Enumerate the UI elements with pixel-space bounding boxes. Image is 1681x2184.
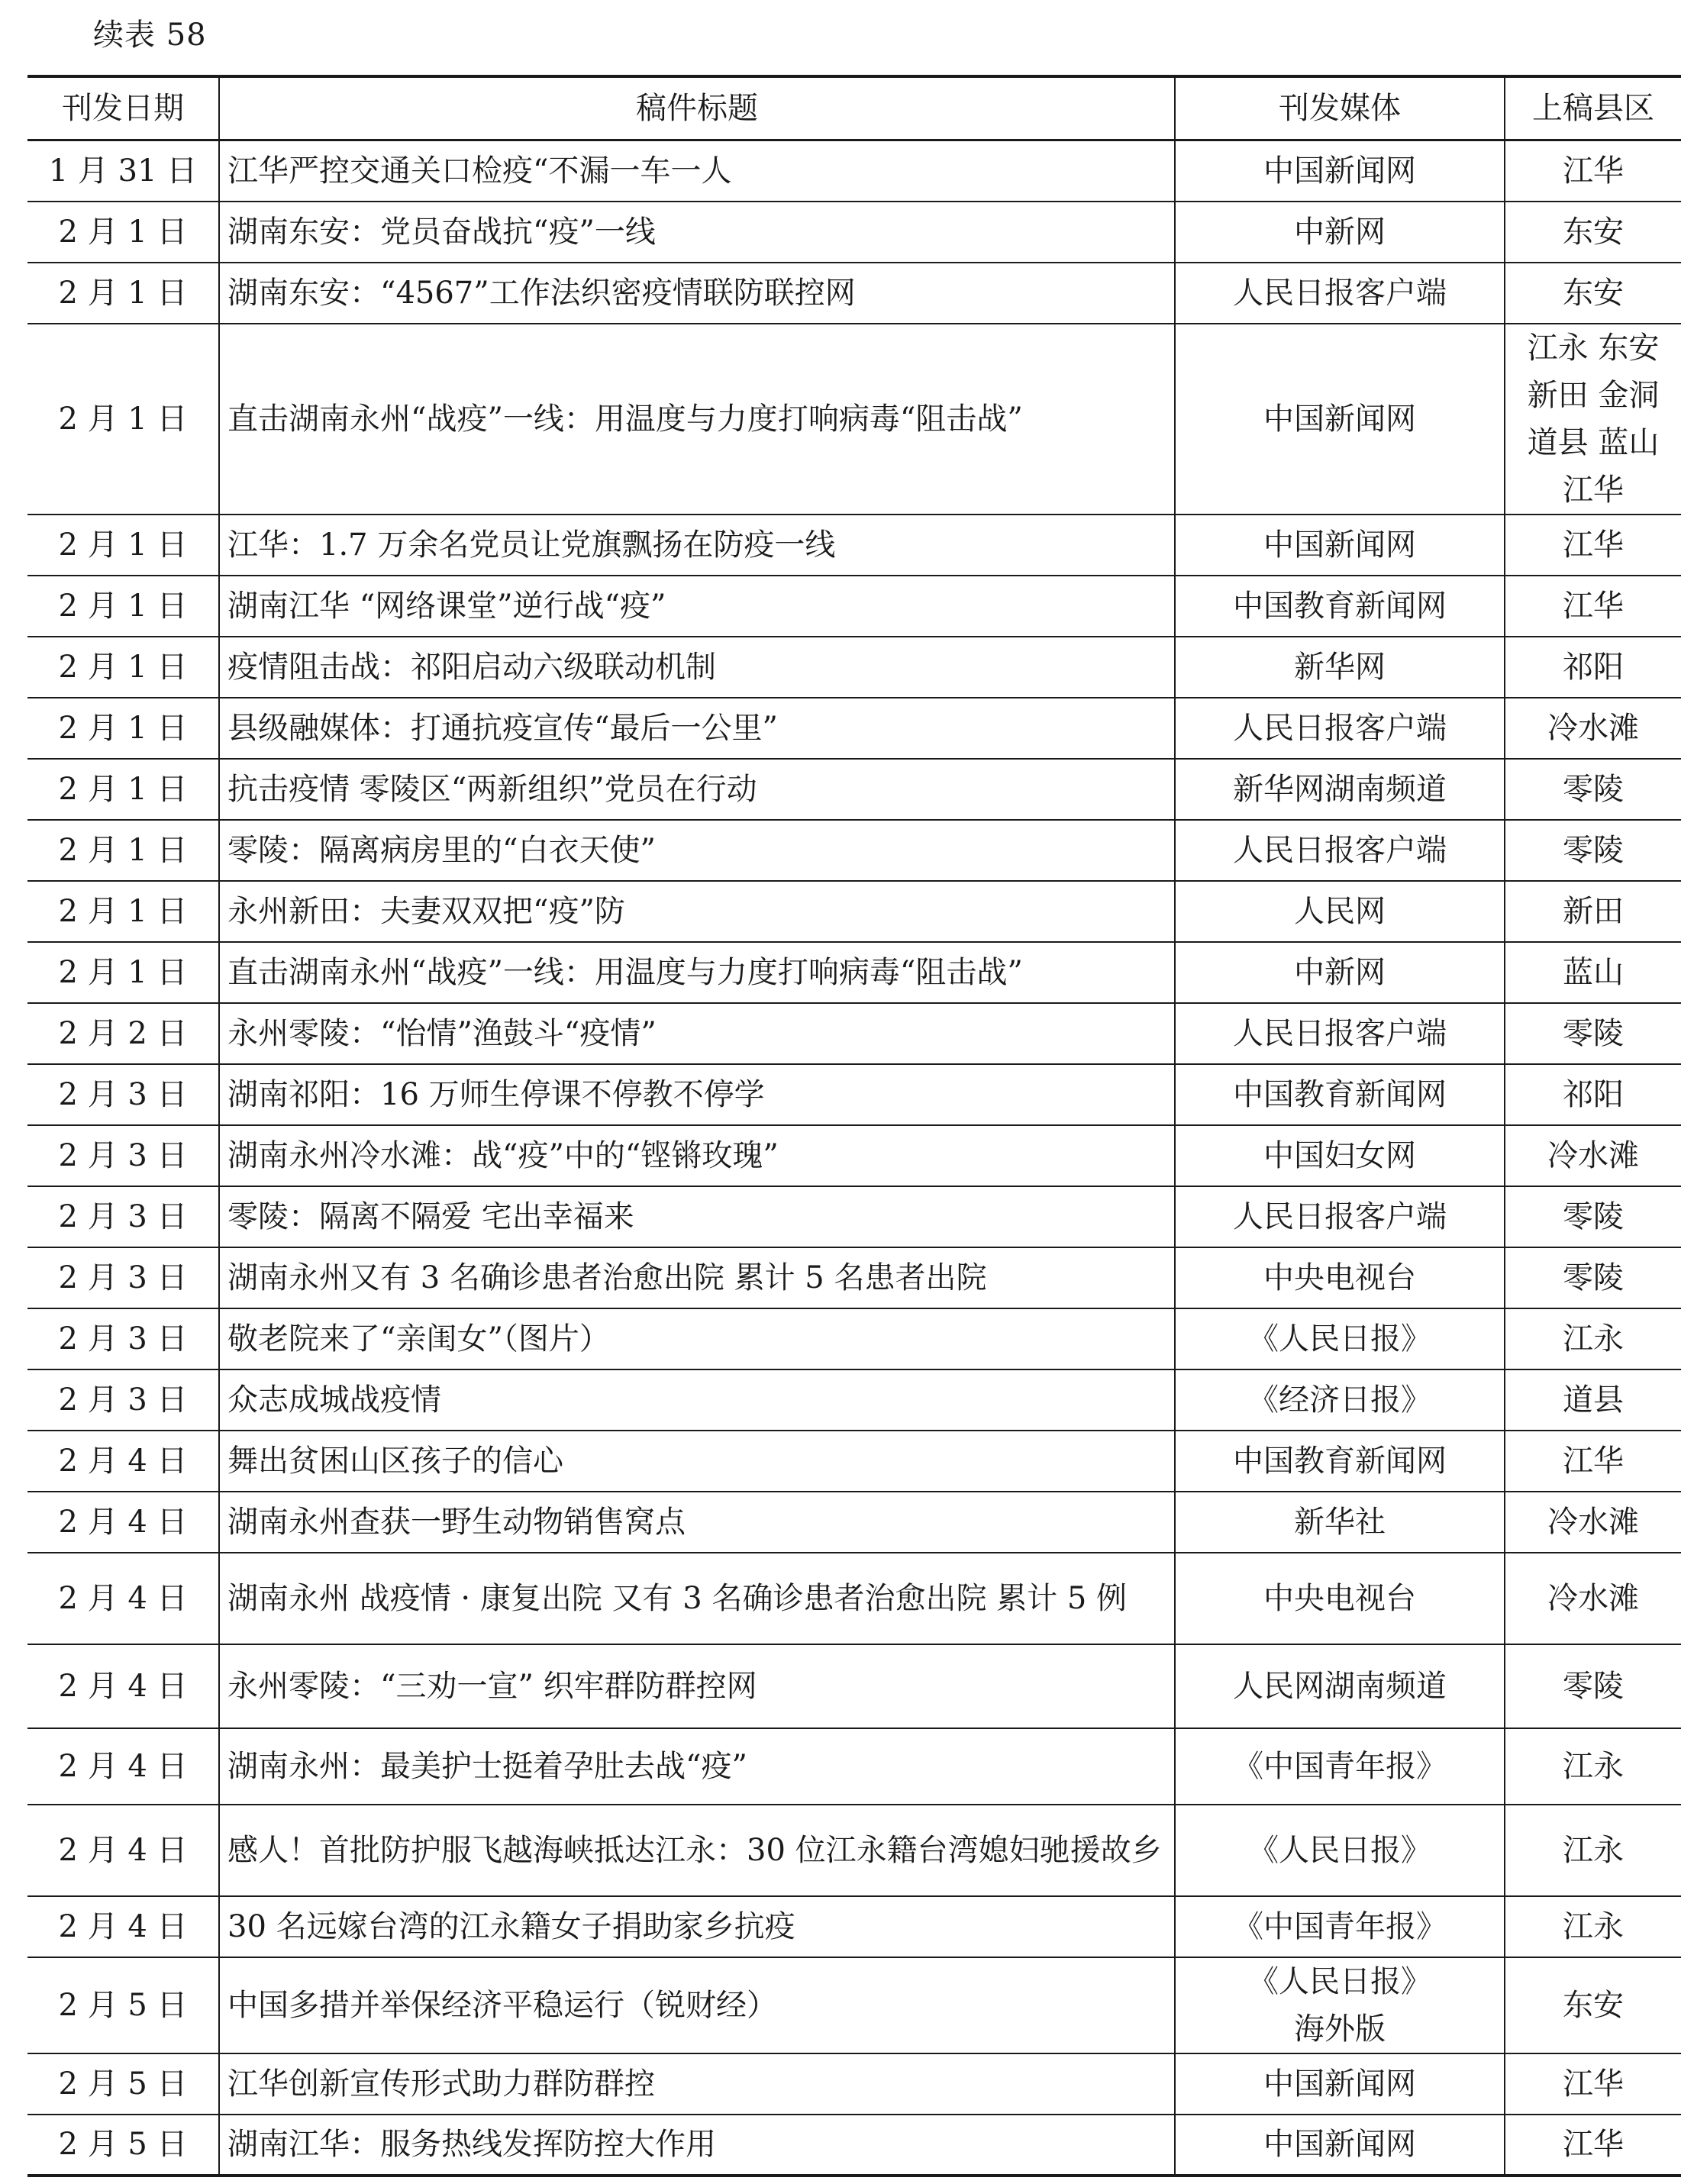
cell-county: 东安	[1505, 263, 1681, 324]
cell-date: 2 月 5 日	[27, 2053, 219, 2115]
cell-date: 2 月 3 日	[27, 1064, 219, 1125]
cell-media: 《中国青年报》	[1175, 1896, 1505, 1957]
cell-date: 2 月 4 日	[27, 1805, 219, 1896]
column-header-date: 刊发日期	[27, 76, 219, 140]
cell-county: 零陵	[1505, 1247, 1681, 1308]
table-row	[27, 2053, 1681, 2115]
cell-county: 江华	[1505, 576, 1681, 637]
cell-media: 《经济日报》	[1175, 1369, 1505, 1431]
cell-title: 敬老院来了“亲闺女”（图片）	[219, 1308, 1175, 1369]
cell-title: 湖南祁阳：16 万师生停课不停教不停学	[219, 1064, 1175, 1125]
cell-title: 零陵：隔离不隔爱 宅出幸福来	[219, 1186, 1175, 1247]
cell-date: 2 月 3 日	[27, 1369, 219, 1431]
cell-county: 新田	[1505, 881, 1681, 942]
cell-title: 湖南永州 战疫情 · 康复出院 又有 3 名确诊患者治愈出院 累计 5 例	[219, 1553, 1175, 1644]
cell-date: 2 月 1 日	[27, 202, 219, 263]
articles-table	[27, 75, 1681, 2177]
cell-county: 江永	[1505, 1896, 1681, 1957]
cell-title: 湖南江华：服务热线发挥防控大作用	[219, 2115, 1175, 2176]
column-header-media: 刊发媒体	[1175, 76, 1505, 140]
table-row	[27, 1003, 1681, 1064]
cell-county: 东安	[1505, 202, 1681, 263]
cell-media: 人民网湖南频道	[1175, 1644, 1505, 1728]
table-row	[27, 1553, 1681, 1644]
cell-county: 冷水滩	[1505, 698, 1681, 759]
table-row	[27, 1308, 1681, 1369]
cell-date: 2 月 4 日	[27, 1553, 219, 1644]
cell-date: 2 月 1 日	[27, 637, 219, 698]
table-row	[27, 515, 1681, 576]
cell-county: 江永	[1505, 1805, 1681, 1896]
cell-date: 2 月 1 日	[27, 942, 219, 1003]
cell-county: 江永	[1505, 1728, 1681, 1805]
cell-media: 人民日报客户端	[1175, 1003, 1505, 1064]
cell-media: 中央电视台	[1175, 1247, 1505, 1308]
cell-county: 江华	[1505, 2053, 1681, 2115]
cell-media: 新华网	[1175, 637, 1505, 698]
cell-media: 《人民日报》	[1175, 1805, 1505, 1896]
cell-title: 永州零陵：“三劝一宣” 织牢群防群控网	[219, 1644, 1175, 1728]
cell-date: 2 月 5 日	[27, 1957, 219, 2053]
cell-media: 中国新闻网	[1175, 515, 1505, 576]
table-row	[27, 1805, 1681, 1896]
cell-county: 江华	[1505, 140, 1681, 202]
column-header-title: 稿件标题	[219, 76, 1175, 140]
cell-date: 2 月 5 日	[27, 2115, 219, 2176]
cell-title: 舞出贫困山区孩子的信心	[219, 1431, 1175, 1492]
cell-county: 祁阳	[1505, 1064, 1681, 1125]
cell-media: 人民网	[1175, 881, 1505, 942]
cell-title: 直击湖南永州“战疫”一线：用温度与力度打响病毒“阻击战”	[219, 942, 1175, 1003]
cell-media: 中国教育新闻网	[1175, 1064, 1505, 1125]
cell-date: 2 月 1 日	[27, 263, 219, 324]
table-row	[27, 1369, 1681, 1431]
cell-date: 2 月 4 日	[27, 1644, 219, 1728]
cell-media: 《人民日报》 海外版	[1175, 1957, 1505, 2053]
cell-title: 湖南永州查获一野生动物销售窝点	[219, 1492, 1175, 1553]
cell-title: 江华严控交通关口检疫“不漏一车一人	[219, 140, 1175, 202]
cell-date: 2 月 1 日	[27, 698, 219, 759]
cell-county: 零陵	[1505, 1003, 1681, 1064]
table-row	[27, 820, 1681, 881]
cell-date: 2 月 1 日	[27, 820, 219, 881]
cell-county: 道县	[1505, 1369, 1681, 1431]
cell-county: 冷水滩	[1505, 1492, 1681, 1553]
cell-title: 中国多措并举保经济平稳运行（锐财经）	[219, 1957, 1175, 2053]
cell-title: 30 名远嫁台湾的江永籍女子捐助家乡抗疫	[219, 1896, 1175, 1957]
cell-title: 疫情阻击战：祁阳启动六级联动机制	[219, 637, 1175, 698]
cell-title: 江华创新宣传形式助力群防群控	[219, 2053, 1175, 2115]
cell-title: 湖南江华 “网络课堂”逆行战“疫”	[219, 576, 1175, 637]
cell-media: 人民日报客户端	[1175, 820, 1505, 881]
cell-media: 中国新闻网	[1175, 2053, 1505, 2115]
cell-media: 中国教育新闻网	[1175, 576, 1505, 637]
cell-county: 零陵	[1505, 1644, 1681, 1728]
table-row	[27, 1728, 1681, 1805]
cell-title: 湖南永州：最美护士挺着孕肚去战“疫”	[219, 1728, 1175, 1805]
cell-county: 冷水滩	[1505, 1553, 1681, 1644]
cell-title: 众志成城战疫情	[219, 1369, 1175, 1431]
cell-date: 2 月 3 日	[27, 1247, 219, 1308]
cell-date: 2 月 3 日	[27, 1125, 219, 1186]
cell-county: 零陵	[1505, 1186, 1681, 1247]
cell-date: 2 月 1 日	[27, 881, 219, 942]
table-row	[27, 140, 1681, 202]
table-row	[27, 1064, 1681, 1125]
cell-title: 县级融媒体：打通抗疫宣传“最后一公里”	[219, 698, 1175, 759]
cell-county: 江永 东安 新田 金洞 道县 蓝山 江华	[1505, 324, 1681, 515]
cell-date: 2 月 1 日	[27, 759, 219, 820]
cell-county: 零陵	[1505, 759, 1681, 820]
cell-county: 冷水滩	[1505, 1125, 1681, 1186]
table-caption: 续表 58	[93, 18, 207, 53]
cell-media: 《人民日报》	[1175, 1308, 1505, 1369]
table-row	[27, 1125, 1681, 1186]
table-row	[27, 2115, 1681, 2176]
cell-media: 中国新闻网	[1175, 324, 1505, 515]
cell-media: 中国教育新闻网	[1175, 1431, 1505, 1492]
cell-date: 2 月 3 日	[27, 1308, 219, 1369]
cell-county: 江华	[1505, 1431, 1681, 1492]
cell-media: 新华网湖南频道	[1175, 759, 1505, 820]
cell-title: 江华：1.7 万余名党员让党旗飘扬在防疫一线	[219, 515, 1175, 576]
cell-date: 2 月 1 日	[27, 515, 219, 576]
cell-date: 2 月 4 日	[27, 1431, 219, 1492]
cell-date: 1 月 31 日	[27, 140, 219, 202]
table-row	[27, 1957, 1681, 2053]
cell-media: 人民日报客户端	[1175, 1186, 1505, 1247]
table-row	[27, 698, 1681, 759]
table-row	[27, 1186, 1681, 1247]
table-header	[27, 76, 1681, 140]
table-body	[27, 140, 1681, 2176]
table-row	[27, 1644, 1681, 1728]
cell-title: 抗击疫情 零陵区“两新组织”党员在行动	[219, 759, 1175, 820]
table-row	[27, 942, 1681, 1003]
cell-date: 2 月 3 日	[27, 1186, 219, 1247]
cell-title: 湖南东安：党员奋战抗“疫”一线	[219, 202, 1175, 263]
cell-date: 2 月 1 日	[27, 576, 219, 637]
cell-media: 中新网	[1175, 202, 1505, 263]
cell-date: 2 月 4 日	[27, 1728, 219, 1805]
cell-media: 新华社	[1175, 1492, 1505, 1553]
cell-media: 人民日报客户端	[1175, 698, 1505, 759]
table-row	[27, 576, 1681, 637]
cell-title: 湖南东安：“4567”工作法织密疫情联防联控网	[219, 263, 1175, 324]
cell-county: 祁阳	[1505, 637, 1681, 698]
table-row	[27, 1492, 1681, 1553]
cell-title: 湖南永州又有 3 名确诊患者治愈出院 累计 5 名患者出院	[219, 1247, 1175, 1308]
cell-date: 2 月 4 日	[27, 1896, 219, 1957]
cell-media: 中国新闻网	[1175, 140, 1505, 202]
cell-title: 感人！首批防护服飞越海峡抵达江永：30 位江永籍台湾媳妇驰援故乡	[219, 1805, 1175, 1896]
cell-media: 人民日报客户端	[1175, 263, 1505, 324]
cell-media: 中央电视台	[1175, 1553, 1505, 1644]
table-row	[27, 637, 1681, 698]
table-row	[27, 324, 1681, 515]
table-row	[27, 881, 1681, 942]
column-header-county: 上稿县区	[1505, 76, 1681, 140]
table-row	[27, 1247, 1681, 1308]
cell-media: 中新网	[1175, 942, 1505, 1003]
cell-county: 零陵	[1505, 820, 1681, 881]
cell-county: 江永	[1505, 1308, 1681, 1369]
cell-county: 蓝山	[1505, 942, 1681, 1003]
cell-date: 2 月 2 日	[27, 1003, 219, 1064]
cell-county: 东安	[1505, 1957, 1681, 2053]
cell-media: 中国新闻网	[1175, 2115, 1505, 2176]
cell-county: 江华	[1505, 515, 1681, 576]
header-row	[27, 76, 1681, 140]
table-row	[27, 263, 1681, 324]
cell-title: 永州零陵：“怡情”渔鼓斗“疫情”	[219, 1003, 1175, 1064]
cell-title: 湖南永州冷水滩：战“疫”中的“铿锵玫瑰”	[219, 1125, 1175, 1186]
table-row	[27, 1896, 1681, 1957]
cell-media: 《中国青年报》	[1175, 1728, 1505, 1805]
cell-county: 江华	[1505, 2115, 1681, 2176]
cell-media: 中国妇女网	[1175, 1125, 1505, 1186]
cell-title: 零陵：隔离病房里的“白衣天使”	[219, 820, 1175, 881]
cell-date: 2 月 1 日	[27, 324, 219, 515]
cell-date: 2 月 4 日	[27, 1492, 219, 1553]
cell-title: 直击湖南永州“战疫”一线：用温度与力度打响病毒“阻击战”	[219, 324, 1175, 515]
table-row	[27, 759, 1681, 820]
table-row	[27, 1431, 1681, 1492]
cell-title: 永州新田：夫妻双双把“疫”防	[219, 881, 1175, 942]
table-row	[27, 202, 1681, 263]
